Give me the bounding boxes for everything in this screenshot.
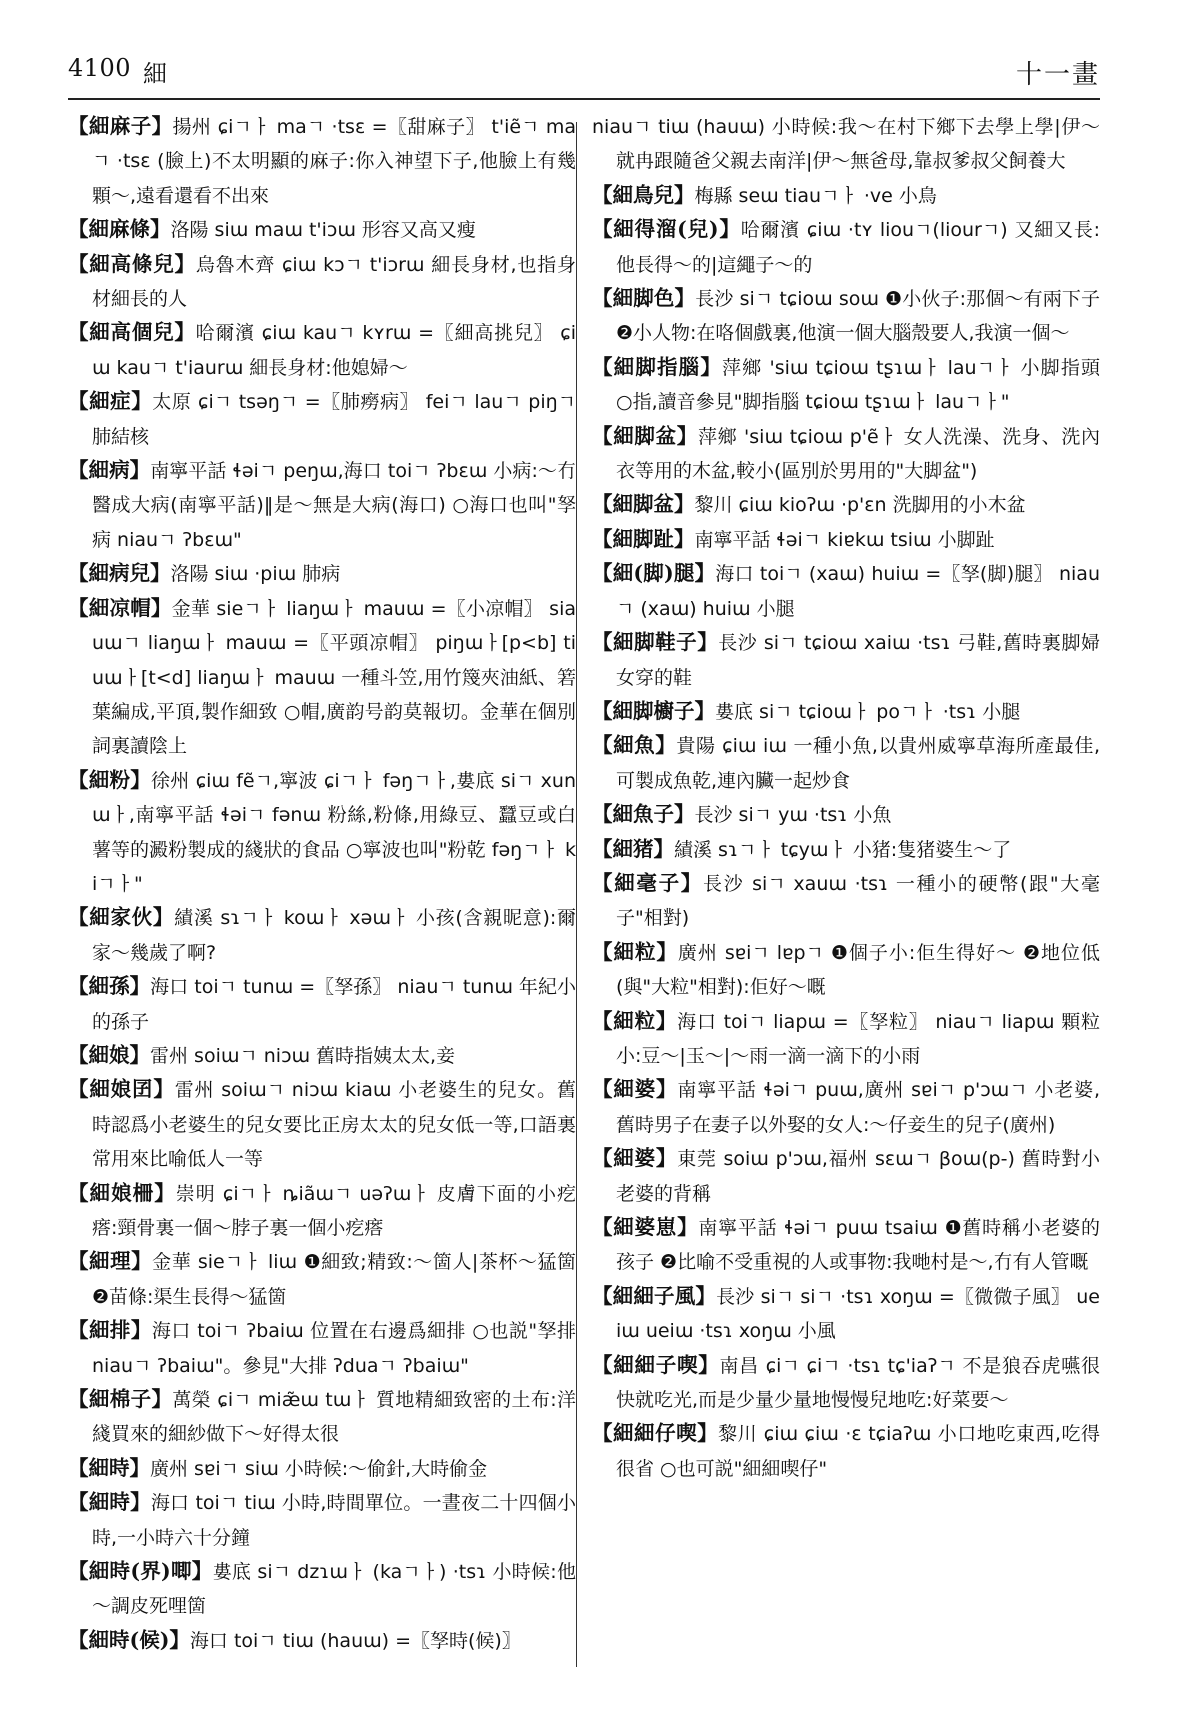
entry-definition: 廣州 sɐiㄱ siɯ 小時候:～偷針,大時偷金 [150, 1457, 488, 1480]
entry-headword: 【細細子風】 [592, 1283, 717, 1308]
entry-headword: 【細時】 [68, 1490, 151, 1515]
entry-definition: 揚州 ɕiㄱㅏ maㄱ ·tsɛ =〖甜麻子〗 t'iẽㄱ maㄱ ·tsɛ (臉上)不太明顯的麻子:你入神望下子,他臉上有幾顆～,遠看還看不出來 [92, 116, 576, 207]
left-column [68, 110, 576, 1705]
dictionary-entry [68, 1177, 576, 1246]
dictionary-entry [592, 351, 1100, 420]
entry-headword: 【細棉子】 [68, 1387, 173, 1412]
dictionary-entry [68, 1314, 576, 1383]
entry-definition: 南昌 ɕiㄱ ɕiㄱ ·tsɿ tɕ'iaʔㄱ 不是狼吞虎嚥很快就吃光,而是少量少量地慢慢兒地吃:好菜要～ [616, 1354, 1100, 1412]
dictionary-entry [592, 695, 1100, 729]
entry-headword: 【細粒】 [592, 939, 678, 964]
dictionary-entry [592, 1142, 1100, 1211]
dictionary-entry [68, 248, 576, 317]
entry-definition: 金華 sieㄱㅏ liaŋɯㅏ mauɯ =〖小凉帽〗 siauɯㄱ liaŋɯㅏ mauɯ =〖平頭凉帽〗 piŋɯㅏ[p<b] tiuɯㅏ[t<d] liaŋɯㅏ mauɯ 一種斗笠,用竹篾夾油紙、箬葉編成,平頂,製作細致 ○帽,廣韵号韵莫報切。金華在個別詞裏讀陰上 [92, 597, 576, 758]
dictionary-entry [68, 1486, 576, 1555]
entry-headword: 【細魚子】 [592, 802, 695, 827]
entry-headword: 【細婆】 [592, 1146, 678, 1171]
dictionary-entry [68, 1624, 576, 1658]
entry-definition: 雷州 soiɯㄱ niɔɯ 舊時指姨太太,妾 [150, 1044, 456, 1067]
entry-definition: 雷州 soiɯㄱ niɔɯ kiaɯ 小老婆生的兒女。舊時認爲小老婆生的兒女要比正房太太的兒女低一等,口語裏常用來比喻低人一等 [92, 1079, 576, 1171]
entry-definition: 黎川 ɕiɯ kioʔɯ ·p'ɛn 洗脚用的小木盆 [694, 494, 1026, 517]
entry-definition: 婁底 siㄱ dzɿɯㅏ (kaㄱㅏ) ·tsɿ 小時候:他～調皮死哩箇 [92, 1561, 576, 1618]
entry-headword: 【細娘柵】 [68, 1180, 176, 1205]
header-rule [68, 98, 1100, 100]
entry-definition: 海口 toiㄱ liapɯ =〖孥粒〗 niauㄱ liapɯ 顆粒小:豆～|玉～|～雨一滴一滴下的小雨 [616, 1010, 1100, 1067]
dictionary-entry [68, 970, 576, 1039]
entry-headword: 【細脚鞋子】 [592, 630, 719, 655]
entry-headword: 【細脚指腦】 [592, 354, 722, 379]
entry-headword: 【細(脚)腿】 [592, 561, 716, 586]
entry-definition: 南寧平話 ɬəiㄱ peŋɯ,海口 toiㄱ ʔbɛɯ 小病:～冇醫成大病(南寧平話)‖是～無是大病(海口) ○海口也叫"孥病 niauㄱ ʔbɛɯ" [92, 460, 576, 551]
dictionary-entry [592, 1280, 1100, 1349]
dictionary-entry [592, 488, 1100, 522]
entry-definition: 海口 toiㄱ (xaɯ) huiɯ =〖孥(脚)腿〗 niauㄱ (xaɯ) huiɯ 小腿 [616, 563, 1100, 620]
entry-headword: 【細粒】 [592, 1008, 678, 1033]
entry-headword: 【細婆崽】 [592, 1215, 699, 1239]
entry-headword: 【細麻條】 [68, 217, 171, 242]
entry-definition: 績溪 sɿㄱㅏ tɕyɯㅏ 小猪:隻猪婆生～了 [674, 838, 1012, 861]
entry-headword: 【細時(候)】 [68, 1627, 190, 1652]
entry-definition: 太原 ɕiㄱ tsəŋㄱ =〖肺癆病〗 feiㄱ lauㄱ piŋㄱ 肺結核 [92, 391, 576, 448]
right-column [592, 110, 1100, 1705]
dictionary-entry [592, 626, 1100, 695]
dictionary-entry [68, 901, 576, 970]
entry-definition: 海口 toiㄱ tiɯ 小時,時間單位。一晝夜二十四個小時,一小時六十分鐘 [92, 1492, 576, 1549]
dictionary-entry [68, 764, 576, 902]
entry-definition: 長沙 siㄱ tɕioɯ xaiɯ ·tsɿ 弓鞋,舊時裏脚婦女穿的鞋 [616, 632, 1100, 689]
entry-definition: 洛陽 siɯ maɯ t'iɔɯ 形容又高又瘦 [170, 219, 476, 242]
entry-headword: 【細毫子】 [592, 870, 704, 895]
entry-definition: 貴陽 ɕiɯ iɯ 一種小魚,以貴州威寧草海所產最佳,可製成魚乾,連內臟一起炒食 [616, 735, 1100, 792]
dictionary-entry [592, 557, 1100, 626]
entry-definition: 哈爾濱 ɕiɯ ·tʏ liouㄱ(liourㄱ) 又細又長:他長得～的|這繩子～的 [616, 219, 1100, 276]
entry-headword: 【細時】 [68, 1455, 150, 1480]
dictionary-entry [592, 1349, 1100, 1418]
entry-definition: 黎川 ɕiɯ ɕiɯ ·ɛ tɕiaʔɯ 小口地吃東西,吃得很省 ○也可説"細細喫仔" [616, 1423, 1100, 1480]
dictionary-entry [592, 1417, 1100, 1486]
dictionary-entry [592, 833, 1100, 867]
entry-definition: 梅縣 seɯ tiauㄱㅏ ·ve 小鳥 [694, 184, 937, 207]
entry-headword: 【細細仔喫】 [592, 1421, 719, 1446]
entry-headword: 【細理】 [68, 1249, 153, 1274]
entry-definition: 洛陽 siɯ ·piɯ 肺病 [170, 563, 341, 586]
entry-definition: niauㄱ tiɯ (hauɯ) 小時候:我～在村下鄉下去學上學|伊～就冉跟隨爸父親去南洋|伊～無爸母,靠叔爹叔父飼養大 [592, 116, 1100, 173]
entry-definition: 績溪 sɿㄱㅏ koɯㅏ xəɯㅏ 小孩(含親昵意):爾家～幾歲了啊? [92, 907, 576, 964]
entry-definition: 南寧平話 ɬəiㄱ kiɐkɯ tsiɯ 小脚趾 [694, 528, 995, 551]
dictionary-entry [592, 1211, 1100, 1280]
entry-definition: 婁底 siㄱ tɕioɯㅏ poㄱㅏ ·tsɿ 小腿 [715, 700, 1021, 723]
column-divider [576, 122, 577, 1667]
dictionary-entry [68, 1452, 576, 1486]
dictionary-entry [592, 179, 1100, 213]
entry-definition: 海口 toiㄱ tiɯ (hauɯ) =〖孥時(候)〗 [189, 1629, 521, 1652]
entry-headword: 【細脚色】 [592, 286, 696, 311]
dictionary-entry [592, 867, 1100, 936]
entry-headword: 【細排】 [68, 1318, 152, 1343]
dictionary-entry [592, 1005, 1100, 1074]
entry-headword: 【細脚趾】 [592, 526, 695, 551]
entry-definition: 長沙 siㄱ xauɯ ·tsɿ 一種小的硬幣(跟"大毫子"相對) [616, 872, 1100, 930]
entry-definition: 海口 toiㄱ tunɯ =〖孥孫〗 niauㄱ tunɯ 年紀小的孫子 [92, 976, 576, 1033]
dictionary-entry [68, 1383, 576, 1452]
entry-headword: 【細高個兒】 [68, 320, 196, 345]
entry-definition: 崇明 ɕiㄱㅏ ȵiãɯㄱ uəʔɯㅏ 皮膚下面的小疙瘩:頸骨裏一個～脖子裏一個小疙瘩 [92, 1182, 576, 1239]
dictionary-entry [68, 454, 576, 557]
entry-headword: 【細得溜(兒)】 [592, 217, 741, 242]
dictionary-entry [592, 213, 1100, 282]
dictionary-entry [68, 1245, 576, 1314]
entry-definition: 東莞 soiɯ p'ɔɯ,福州 sɛɯㄱ βoɯ(p-) 舊時對小老婆的背稱 [616, 1148, 1100, 1205]
dictionary-entry [592, 798, 1100, 832]
dictionary-entry [68, 1555, 576, 1624]
entry-headword: 【細娘】 [68, 1042, 150, 1067]
entry-definition: 哈爾濱 ɕiɯ kauㄱ kʏrɯ =〖細高挑兒〗 ɕiɯ kauㄱ t'iaurɯ 細長身材:他媳婦～ [92, 322, 576, 379]
entry-definition: 萍鄉 'siɯ tɕioɯ tʂɿɯㅏ lauㄱㅏ 小脚指頭 ○指,讀音參見"脚指腦 tɕioɯ tʂɿɯㅏ lauㄱㅏ" [616, 356, 1100, 414]
page-number: 4100 [68, 54, 132, 82]
entry-headword: 【細脚盆】 [592, 492, 695, 517]
entry-headword: 【細病兒】 [68, 561, 171, 586]
dictionary-entry [68, 1073, 576, 1176]
entry-definition: 南寧平話 ɬəiㄱ puɯ tsaiɯ ❶舊時稱小老婆的孩子 ❷比喻不受重視的人或事物:我哋村是～,冇有人管嘅 [616, 1217, 1100, 1274]
dictionary-entry [68, 1039, 576, 1073]
entry-headword: 【細脚櫥子】 [592, 698, 715, 723]
entry-headword: 【細凉帽】 [68, 595, 172, 620]
dictionary-entry [68, 592, 576, 764]
entry-headword: 【細病】 [68, 458, 151, 483]
dictionary-entry [68, 316, 576, 385]
dictionary-entry [68, 557, 576, 591]
entry-definition: 烏魯木齊 ɕiɯ kɔㄱ t'iɔrɯ 細長身材,也指身材細長的人 [92, 253, 576, 311]
dictionary-entry [592, 110, 1100, 179]
entry-headword: 【細粉】 [68, 767, 151, 792]
entry-headword: 【細孫】 [68, 974, 151, 999]
entry-headword: 【細鳥兒】 [592, 182, 695, 207]
entry-definition: 長沙 siㄱ tɕioɯ soɯ ❶小伙子:那個～有兩下子 ❷小人物:在咯個戲裏,他演一個大腦殼要人,我演一個～ [616, 288, 1100, 345]
entry-headword: 【細猪】 [592, 836, 674, 861]
entry-definition: 海口 toiㄱ ʔbaiɯ 位置在右邊爲細排 ○也説"孥排 niauㄱ ʔbaiɯ"。參見"大排 ʔduaㄱ ʔbaiɯ" [92, 1320, 576, 1377]
dictionary-entry [68, 213, 576, 247]
entry-definition: 長沙 siㄱ yɯ ·tsɿ 小魚 [694, 804, 892, 827]
entry-headword: 【細時(界)唧】 [68, 1559, 213, 1584]
header-character: 細 [143, 60, 167, 88]
entry-definition: 徐州 ɕiɯ fẽㄱ,寧波 ɕiㄱㅏ fəŋㄱㅏ,婁底 siㄱ xunɯㅏ,南寧平話 ɬəiㄱ fənɯ 粉絲,粉條,用綠豆、蠶豆或白薯等的澱粉製成的綫狀的食品 ○寧波也叫"粉乾 fəŋㄱㅏ kiㄱㅏ" [92, 769, 576, 895]
stroke-count-label: 十一畫 [1015, 60, 1100, 90]
entry-definition: 長沙 siㄱ siㄱ ·tsɿ xoŋɯ =〖微微子風〗 ueiɯ ueiɯ ·tsɿ xoŋɯ 小風 [616, 1285, 1100, 1343]
entry-headword: 【細脚盆】 [592, 423, 698, 448]
dictionary-entry [592, 936, 1100, 1005]
entry-definition: 金華 sieㄱㅏ liɯ ❶細致;精致:～箇人|茶杯～猛箇 ❷苗條:渠生長得～猛箇 [92, 1251, 576, 1308]
dictionary-entry [592, 420, 1100, 489]
entry-definition: 萬榮 ɕiㄱ miæ̃ɯ tɯㅏ 質地精細致密的土布:洋綫買來的細紗做下～好得太很 [92, 1389, 576, 1446]
page-header [68, 50, 1100, 90]
entry-headword: 【細家伙】 [68, 905, 175, 930]
entry-headword: 【細麻子】 [68, 114, 173, 138]
entry-headword: 【細細子喫】 [592, 1352, 720, 1377]
entry-headword: 【細婆】 [592, 1077, 678, 1102]
entry-headword: 【細高條兒】 [68, 251, 196, 276]
entry-headword: 【細魚】 [592, 733, 677, 758]
dictionary-entry [592, 523, 1100, 557]
entry-headword: 【細娘囝】 [68, 1077, 175, 1102]
entry-headword: 【細症】 [68, 389, 153, 414]
dictionary-entry [592, 729, 1100, 798]
entry-definition: 南寧平話 ɬəiㄱ puɯ,廣州 sɐiㄱ p'ɔɯㄱ 小老婆,舊時男子在妻子以外娶的女人:～仔妾生的兒子(廣州) [616, 1079, 1100, 1136]
entry-definition: 廣州 sɐiㄱ lɐpㄱ ❶個子小:佢生得好～ ❷地位低(與"大粒"相對):佢好～嘅 [616, 941, 1100, 999]
dictionary-entry [592, 282, 1100, 351]
dictionary-entry [592, 1073, 1100, 1142]
entry-definition: 萍鄉 'siɯ tɕioɯ p'ẽㅏ 女人洗澡、洗身、洗內衣等用的木盆,較小(區別於男用的"大脚盆") [616, 425, 1100, 483]
dictionary-entry [68, 110, 576, 213]
dictionary-entry [68, 385, 576, 454]
